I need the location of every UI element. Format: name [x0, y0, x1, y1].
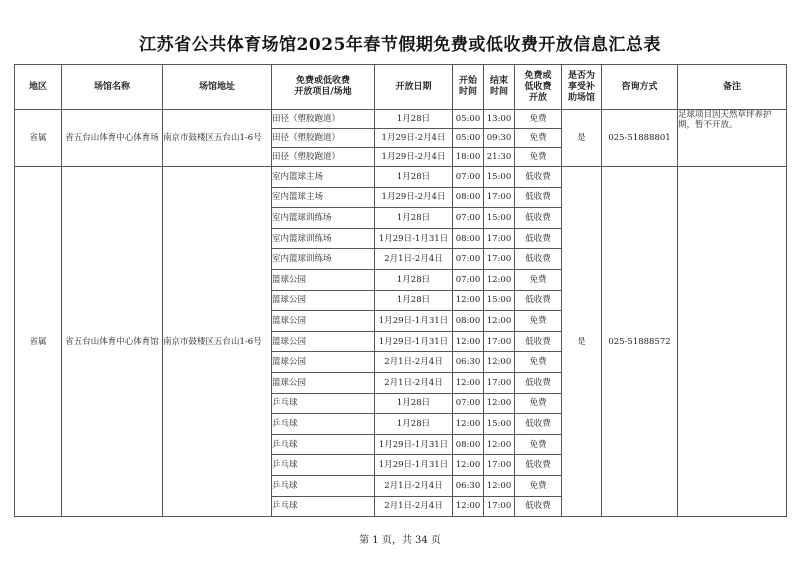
open-item-cell: 乒乓球: [272, 455, 375, 476]
venue-name-cell: 省五台山体育中心体育场: [62, 110, 163, 167]
venue-address-cell: 南京市鼓楼区五台山1-6号: [163, 110, 272, 167]
open-item-cell: 篮球公园: [272, 352, 375, 373]
fee-type-cell: 低收费: [515, 496, 562, 517]
fee-type-cell: 免费: [515, 434, 562, 455]
fee-type-cell: 低收费: [515, 414, 562, 435]
open-item-cell: 田径（塑胶跑道）: [272, 148, 375, 167]
start-time-cell: 12:00: [453, 455, 484, 476]
open-date-cell: 1月29日-2月4日: [375, 187, 453, 208]
end-time-cell: 12:00: [484, 311, 515, 332]
open-item-cell: 室内篮球主场: [272, 187, 375, 208]
start-time-cell: 07:00: [453, 249, 484, 270]
end-time-cell: 17:00: [484, 331, 515, 352]
open-date-cell: 1月28日: [375, 290, 453, 311]
end-time-cell: 17:00: [484, 187, 515, 208]
end-time-cell: 15:00: [484, 290, 515, 311]
column-header: 结束 时间: [484, 65, 515, 110]
end-time-cell: 12:00: [484, 475, 515, 496]
column-header: 场馆地址: [163, 65, 272, 110]
start-time-cell: 12:00: [453, 372, 484, 393]
start-time-cell: 12:00: [453, 290, 484, 311]
fee-type-cell: 低收费: [515, 372, 562, 393]
open-item-cell: 乒乓球: [272, 414, 375, 435]
start-time-cell: 18:00: [453, 148, 484, 167]
end-time-cell: 15:00: [484, 208, 515, 229]
fee-type-cell: 低收费: [515, 167, 562, 188]
note-cell: [678, 167, 787, 517]
table-body: [15, 110, 787, 517]
open-item-cell: 乒乓球: [272, 475, 375, 496]
start-time-cell: 12:00: [453, 331, 484, 352]
end-time-cell: 17:00: [484, 496, 515, 517]
fee-type-cell: 低收费: [515, 331, 562, 352]
start-time-cell: 12:00: [453, 496, 484, 517]
open-date-cell: 1月28日: [375, 208, 453, 229]
column-header: 备注: [678, 65, 787, 110]
open-date-cell: 2月1日-2月4日: [375, 496, 453, 517]
subsidy-cell: 是: [562, 110, 602, 167]
table-row: [15, 167, 787, 188]
open-date-cell: 1月28日: [375, 393, 453, 414]
open-date-cell: 1月29日-2月4日: [375, 148, 453, 167]
fee-type-cell: 低收费: [515, 249, 562, 270]
open-date-cell: 2月1日-2月4日: [375, 372, 453, 393]
subsidy-cell: 是: [562, 167, 602, 517]
fee-type-cell: 免费: [515, 352, 562, 373]
open-item-cell: 田径（塑胶跑道）: [272, 129, 375, 148]
document-title: 江苏省公共体育场馆2025年春节假期免费或低收费开放信息汇总表: [139, 35, 661, 55]
start-time-cell: 06:30: [453, 475, 484, 496]
end-time-cell: 15:00: [484, 414, 515, 435]
open-item-cell: 篮球公园: [272, 331, 375, 352]
column-header: 免费或低收费 开放项目/场地: [272, 65, 375, 110]
start-time-cell: 07:00: [453, 269, 484, 290]
column-header: 免费或 低收费 开放: [515, 65, 562, 110]
end-time-cell: 12:00: [484, 352, 515, 373]
note-cell: 足球项目因天然草坪养护期，暂不开放。: [678, 110, 787, 167]
end-time-cell: 13:00: [484, 110, 515, 129]
open-date-cell: 2月1日-2月4日: [375, 249, 453, 270]
start-time-cell: 07:00: [453, 208, 484, 229]
open-item-cell: 篮球公园: [272, 269, 375, 290]
column-header: 场馆名称: [62, 65, 163, 110]
header-row: [15, 65, 787, 110]
open-date-cell: 1月28日: [375, 414, 453, 435]
column-header: 开放日期: [375, 65, 453, 110]
open-item-cell: 乒乓球: [272, 496, 375, 517]
venue-address-cell: 南京市鼓楼区五台山1-6号: [163, 167, 272, 517]
fee-type-cell: 免费: [515, 269, 562, 290]
fee-type-cell: 低收费: [515, 455, 562, 476]
end-time-cell: 21:30: [484, 148, 515, 167]
fee-type-cell: 免费: [515, 311, 562, 332]
column-header: 地区: [15, 65, 62, 110]
open-date-cell: 1月29日-2月4日: [375, 129, 453, 148]
venue-name-cell: 省五台山体育中心体育馆: [62, 167, 163, 517]
end-time-cell: 17:00: [484, 249, 515, 270]
fee-type-cell: 低收费: [515, 208, 562, 229]
fee-type-cell: 低收费: [515, 187, 562, 208]
start-time-cell: 07:00: [453, 167, 484, 188]
open-item-cell: 乒乓球: [272, 393, 375, 414]
start-time-cell: 08:00: [453, 311, 484, 332]
open-date-cell: 1月28日: [375, 167, 453, 188]
page-footer: 第 1 页，共 34 页: [359, 535, 441, 546]
fee-type-cell: 低收费: [515, 290, 562, 311]
region-cell: 省属: [15, 110, 62, 167]
open-date-cell: 1月29日-1月31日: [375, 331, 453, 352]
start-time-cell: 12:00: [453, 414, 484, 435]
end-time-cell: 17:00: [484, 455, 515, 476]
open-item-cell: 篮球公园: [272, 290, 375, 311]
fee-type-cell: 低收费: [515, 228, 562, 249]
open-item-cell: 室内篮球训练场: [272, 249, 375, 270]
start-time-cell: 08:00: [453, 228, 484, 249]
open-date-cell: 2月1日-2月4日: [375, 352, 453, 373]
end-time-cell: 17:00: [484, 228, 515, 249]
column-header: 开始 时间: [453, 65, 484, 110]
open-item-cell: 篮球公园: [272, 311, 375, 332]
end-time-cell: 17:00: [484, 372, 515, 393]
open-date-cell: 2月1日-2月4日: [375, 475, 453, 496]
open-date-cell: 1月28日: [375, 269, 453, 290]
end-time-cell: 12:00: [484, 269, 515, 290]
end-time-cell: 15:00: [484, 167, 515, 188]
start-time-cell: 08:00: [453, 187, 484, 208]
open-item-cell: 室内篮球训练场: [272, 208, 375, 229]
region-cell: 省属: [15, 167, 62, 517]
fee-type-cell: 免费: [515, 148, 562, 167]
open-date-cell: 1月29日-1月31日: [375, 228, 453, 249]
open-item-cell: 室内篮球训练场: [272, 228, 375, 249]
open-date-cell: 1月29日-1月31日: [375, 434, 453, 455]
open-date-cell: 1月29日-1月31日: [375, 311, 453, 332]
fee-type-cell: 免费: [515, 393, 562, 414]
open-item-cell: 室内篮球主场: [272, 167, 375, 188]
end-time-cell: 09:30: [484, 129, 515, 148]
open-item-cell: 篮球公园: [272, 372, 375, 393]
column-header: 是否为 享受补 助场馆: [562, 65, 602, 110]
end-time-cell: 12:00: [484, 393, 515, 414]
start-time-cell: 08:00: [453, 434, 484, 455]
open-item-cell: 田径（塑胶跑道）: [272, 110, 375, 129]
open-item-cell: 乒乓球: [272, 434, 375, 455]
fee-type-cell: 免费: [515, 475, 562, 496]
fee-type-cell: 免费: [515, 110, 562, 129]
end-time-cell: 12:00: [484, 434, 515, 455]
contact-cell: 025-51888572: [602, 167, 678, 517]
contact-cell: 025-51888801: [602, 110, 678, 167]
fee-type-cell: 免费: [515, 129, 562, 148]
start-time-cell: 05:00: [453, 129, 484, 148]
venue-table: [14, 64, 787, 517]
column-header: 咨询方式: [602, 65, 678, 110]
table-row: [15, 110, 787, 129]
start-time-cell: 07:00: [453, 393, 484, 414]
open-date-cell: 1月28日: [375, 110, 453, 129]
start-time-cell: 05:00: [453, 110, 484, 129]
open-date-cell: 1月29日-1月31日: [375, 455, 453, 476]
start-time-cell: 06:30: [453, 352, 484, 373]
